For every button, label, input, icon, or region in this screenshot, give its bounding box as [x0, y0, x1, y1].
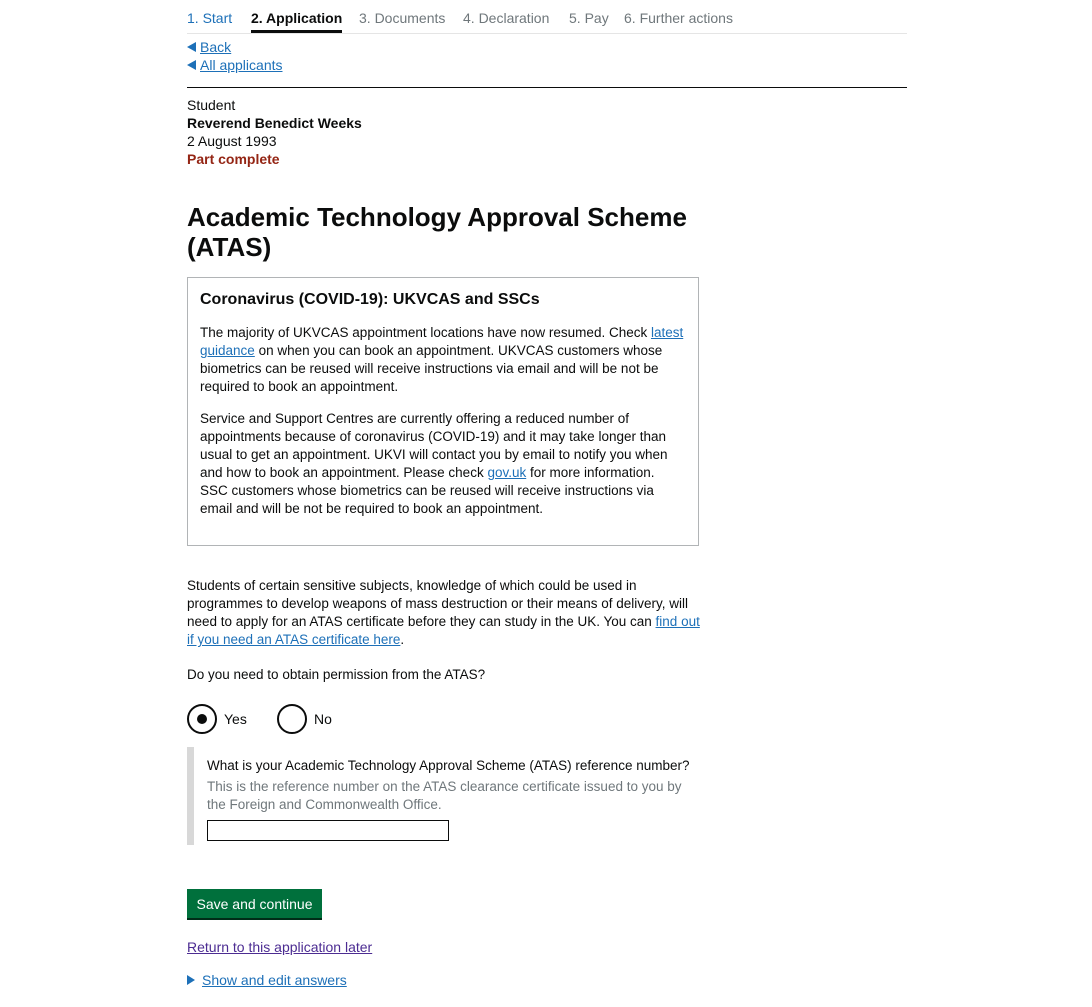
radio-no-circle[interactable]	[277, 704, 307, 734]
notice-paragraph-ukvcas	[200, 324, 686, 396]
triangle-left-icon	[187, 60, 196, 70]
step-declaration: 4. Declaration	[463, 10, 550, 26]
latest-guidance-link[interactable]: latest guidance	[200, 325, 684, 358]
all-applicants-label: All applicants	[200, 57, 283, 73]
applicant-name: Reverend Benedict Weeks	[187, 115, 362, 131]
notice-text: The majority of UKVCAS appointment locations have now resumed. Check	[200, 325, 651, 340]
step-further-actions: 6. Further actions	[624, 10, 733, 26]
notice-text: Service and Support Centres are currently offering a reduced number of appointments because of coronavirus (COVID-19) and it may take longer than usual to get an appointment. UKVI will contact you by email to notify you when and how to book an appointment. Please check	[200, 411, 668, 480]
step-application	[251, 10, 342, 26]
show-edit-answers-label[interactable]: Show and edit answers	[202, 972, 347, 988]
atas-reference-input[interactable]	[207, 820, 449, 841]
step-pay: 5. Pay	[569, 10, 609, 26]
return-later-link[interactable]: Return to this application later	[187, 939, 373, 955]
back-link-label: Back	[200, 39, 232, 55]
covid-notice	[187, 277, 699, 546]
atas-intro	[187, 577, 702, 649]
application-status: Part complete	[187, 151, 280, 167]
applicant-dob: 2 August 1993	[187, 133, 277, 149]
radio-yes-circle[interactable]	[187, 704, 217, 734]
back-links	[187, 38, 283, 74]
notice-text: for more information. SSC customers whose biometrics can be reused will receive instructions via email and will be not be required to book an appointment.	[200, 465, 655, 516]
active-step-underline	[251, 30, 342, 33]
gov-uk-link[interactable]: gov.uk	[487, 465, 527, 480]
applicant-summary	[187, 96, 362, 168]
notice-paragraph-ssc	[200, 410, 686, 518]
radio-yes-label[interactable]: Yes	[224, 711, 247, 727]
show-edit-answers[interactable]	[187, 972, 347, 988]
step-documents: 3. Documents	[359, 10, 446, 26]
atas-reference-label: What is your Academic Technology Approval Scheme (ATAS) reference number?	[207, 758, 690, 773]
step-start[interactable]: 1. Start	[187, 10, 233, 26]
intro-text: Students of certain sensitive subjects, knowledge of which could be used in programmes to develop weapons of mass destruction or their means of delivery, will need to apply for an ATAS certificate before they can study in the UK. You can	[187, 578, 688, 629]
notice-title: Coronavirus (COVID-19): UKVCAS and SSCs	[200, 291, 540, 308]
atas-reference-section	[187, 747, 714, 845]
triangle-right-icon	[187, 975, 195, 985]
page-title: Academic Technology Approval Scheme (ATAS)	[187, 202, 687, 262]
atas-reference-hint: This is the reference number on the ATAS clearance certificate issued to you by the Foreign and Commonwealth Office.	[207, 779, 682, 812]
applicant-type: Student	[187, 97, 236, 113]
section-divider	[187, 87, 907, 88]
triangle-left-icon	[187, 42, 196, 52]
all-applicants-link[interactable]	[187, 56, 283, 74]
intro-end: .	[400, 632, 405, 647]
notice-text: on when you can book an appointment. UKVCAS customers whose biometrics can be reused will receive instructions via email and will be not be required to book an appointment.	[200, 343, 663, 394]
back-link[interactable]	[187, 38, 283, 56]
atas-permission-question: Do you need to obtain permission from the ATAS?	[187, 667, 486, 682]
radio-selected-dot	[197, 714, 207, 724]
atas-certificate-link[interactable]: find out if you need an ATAS certificate here	[187, 614, 700, 647]
progress-steps	[187, 0, 907, 34]
step-application-label: 2. Application	[251, 10, 343, 26]
radio-no-label[interactable]: No	[314, 711, 332, 727]
save-and-continue-button[interactable]: Save and continue	[187, 889, 322, 918]
